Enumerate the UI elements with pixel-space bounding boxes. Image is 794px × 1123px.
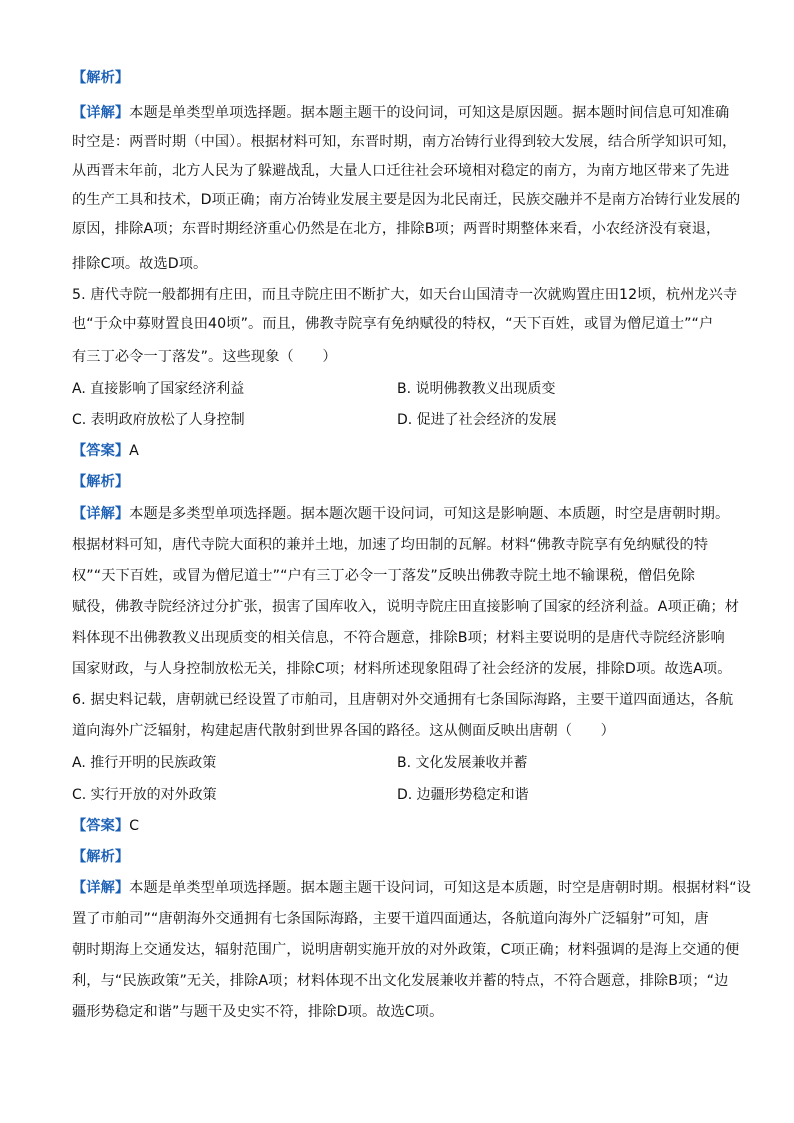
option-d: D. 边疆形势稳定和谐 xyxy=(397,787,529,803)
detail-line: 根据材料可知，唐代寺院大面积的兼并土地，加速了均田制的瓦解。材料“佛教寺院享有免纳赋役的特 xyxy=(72,537,709,553)
analysis-label: 【解析】 xyxy=(72,474,130,490)
detail-line: 利，与“民族政策”无关，排除A项；材料体现不出文化发展兼收并蓄的特点，不符合题意，排除B项；“边 xyxy=(72,973,729,989)
question-stem-line: 道向海外广泛辐射，构建起唐代散射到世界各国的路径。这从侧面反映出唐朝（ ） xyxy=(72,723,615,739)
question-stem-line: 有三丁必令一丁落发”。这些现象（ ） xyxy=(72,349,337,365)
detail-line: 【详解】本题是多类型单项选择题。据本题次题干设问词，可知这是影响题、本质题，时空是唐朝时期。 xyxy=(72,506,730,522)
answer-line xyxy=(72,441,139,461)
detail-line: 时空是：两晋时期（中国）。根据材料可知，东晋时期，南方冶铸行业得到较大发展，结合所学知识可知， xyxy=(72,134,737,150)
analysis-label: 【解析】 xyxy=(72,70,130,86)
option-c: C. 实行开放的对外政策 xyxy=(72,787,217,803)
detail-label: 【详解】 xyxy=(72,105,130,121)
detail-line: 赋役，佛教寺院经济过分扩张，损害了国库收入，说明寺院庄田直接影响了国家的经济利益。A项正确；材 xyxy=(72,599,740,615)
detail-line: 国家财政，与人身控制放松无关，排除C项；材料所述现象阻碍了社会经济的发展，排除D项。故选A项。 xyxy=(72,661,732,677)
option-c: C. 表明政府放松了人身控制 xyxy=(72,412,245,428)
detail-line: 从西晋末年前，北方人民为了躲避战乱，大量人口迁往社会环境相对稳定的南方，为南方地区带来了先进 xyxy=(72,163,730,179)
answer-line xyxy=(72,816,139,836)
answer-value: C xyxy=(129,818,140,834)
detail-line: 的生产工具和技术，D项正确；南方冶铸业发展主要是因为北民南迁，民族交融并不是南方冶铸行业发展的 xyxy=(72,192,741,208)
detail-line: 原因，排除A项；东晋时期经济重心仍然是在北方，排除B项；两晋时期整体来看，小农经济没有衰退， xyxy=(72,221,721,237)
detail-line: 【详解】本题是单类型单项选择题。据本题主题干的设问词，可知这是原因题。据本题时间信息可知准确 xyxy=(72,105,730,121)
option-b: B. 文化发展兼收并蓄 xyxy=(397,755,528,771)
option-a: A. 推行开明的民族政策 xyxy=(72,755,217,771)
detail-line: 权”“天下百姓，或冒为僧尼道士”“户有三丁必令一丁落发”反映出佛教寺院土地不输课税，僧侣免除 xyxy=(72,568,696,584)
option-d: D. 促进了社会经济的发展 xyxy=(397,412,557,428)
question-stem-line: 6. 据史料记载，唐朝就已经设置了市舶司，且唐朝对外交通拥有七条国际海路，主要干道四面通达，各航 xyxy=(72,692,734,708)
answer-label: 【答案】 xyxy=(72,443,130,459)
option-a: A. 直接影响了国家经济利益 xyxy=(72,381,245,397)
question-stem-line: 也“于众中募财置良田40顷”。而且，佛教寺院享有免纳赋役的特权，“天下百姓，或冒为僧尼道士”“户 xyxy=(72,316,714,332)
detail-line: 疆形势稳定和谐”与题干及史实不符，排除D项。故选C项。 xyxy=(72,1004,444,1020)
option-b: B. 说明佛教教义出现质变 xyxy=(397,381,556,397)
question-stem-line: 5. 唐代寺院一般都拥有庄田，而且寺院庄田不断扩大，如天台山国清寺一次就购置庄田12顷，杭州龙兴寺 xyxy=(72,287,738,303)
detail-line: 料体现不出佛教教义出现质变的相关信息，不符合题意，排除B项；材料主要说明的是唐代寺院经济影响 xyxy=(72,630,725,646)
answer-value: A xyxy=(129,443,139,459)
detail-line: 排除C项。故选D项。 xyxy=(72,256,208,272)
analysis-label: 【解析】 xyxy=(72,849,130,865)
detail-label: 【详解】 xyxy=(72,506,130,522)
detail-label: 【详解】 xyxy=(72,880,130,896)
detail-line: 【详解】本题是单类型单项选择题。据本题主题干设问词，可知这是本质题，时空是唐朝时期。根据材料“设 xyxy=(72,880,751,896)
detail-line: 朝时期海上交通发达，辐射范围广，说明唐朝实施开放的对外政策，C项正确；材料强调的是海上交通的便 xyxy=(72,942,740,958)
detail-line: 置了市舶司”“唐朝海外交通拥有七条国际海路，主要干道四面通达，各航道向海外广泛辐射”可知，唐 xyxy=(72,911,709,927)
answer-label: 【答案】 xyxy=(72,818,130,834)
